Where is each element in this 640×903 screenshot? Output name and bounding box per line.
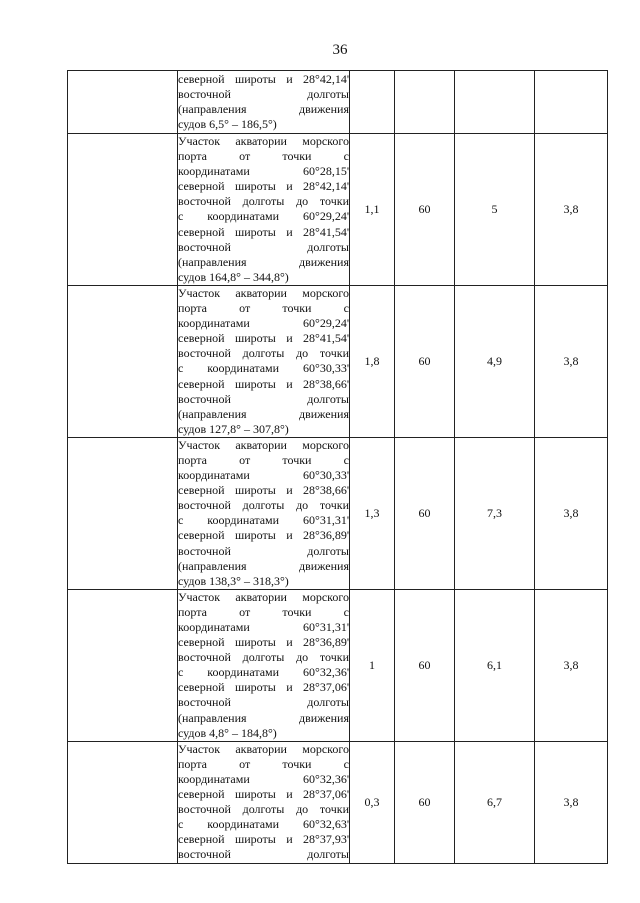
width-cell: 4,9 (455, 285, 535, 437)
description-cell (178, 741, 350, 863)
depth-cell: 3,8 (535, 134, 608, 286)
speed-cell: 60 (395, 134, 455, 286)
description-line: координатами 60°31,31' (178, 620, 349, 634)
table-row (68, 285, 608, 437)
description-line: судов 6,5° – 186,5°) (178, 117, 277, 132)
length-cell: 1 (350, 589, 395, 741)
length-cell: 1,8 (350, 285, 395, 437)
description-cell (178, 589, 350, 741)
depth-cell: 3,8 (535, 285, 608, 437)
speed-cell: 60 (395, 589, 455, 741)
description-line: координатами 60°28,15' (178, 164, 349, 179)
width-cell (455, 71, 535, 134)
description-line: судов 127,8° – 307,8°) (178, 421, 289, 436)
description-line: восточной долготы до точки (178, 498, 349, 513)
description-line: порта от точки с (178, 756, 349, 771)
blank-cell (68, 741, 178, 863)
description-line: (направления движения (178, 558, 349, 573)
description-line: судов 164,8° – 344,8°) (178, 269, 289, 284)
width-cell: 7,3 (455, 437, 535, 589)
table-row (68, 134, 608, 286)
description-line: северной широты и 28°36,89' (178, 635, 349, 650)
description-line: (направления движения (178, 254, 349, 269)
depth-cell (535, 71, 608, 134)
width-cell: 6,1 (455, 589, 535, 741)
table-body (68, 71, 608, 864)
description-line: Участок акватории морского (178, 134, 349, 148)
table-row (68, 741, 608, 863)
table-row (68, 437, 608, 589)
description-line: восточной долготы (178, 391, 349, 406)
description-line: (направления движения (178, 102, 349, 116)
description-line: судов 138,3° – 318,3°) (178, 573, 289, 588)
description-line: порта от точки с (178, 604, 349, 619)
description-line: с координатами 60°32,63' (178, 817, 349, 832)
blank-cell (68, 437, 178, 589)
description-cell (178, 71, 350, 134)
description-line: порта от точки с (178, 149, 349, 164)
depth-cell: 3,8 (535, 437, 608, 589)
description-line: порта от точки с (178, 452, 349, 467)
description-cell (178, 134, 350, 286)
description-line: северной широты и 28°42,14' (178, 179, 349, 194)
description-line: северной широты и 28°37,06' (178, 680, 349, 695)
blank-cell (68, 134, 178, 286)
description-line: восточной долготы до точки (178, 194, 349, 209)
width-cell: 6,7 (455, 741, 535, 863)
depth-cell: 3,8 (535, 741, 608, 863)
description-line: восточной долготы (178, 239, 349, 254)
length-cell: 1,1 (350, 134, 395, 286)
description-line: координатами 60°30,33' (178, 468, 349, 483)
description-line: северной широты и 28°42,14' (178, 71, 349, 86)
description-line: координатами 60°32,36' (178, 771, 349, 786)
length-cell: 0,3 (350, 741, 395, 863)
description-line: (направления движения (178, 406, 349, 421)
description-cell (178, 437, 350, 589)
speed-cell (395, 71, 455, 134)
blank-cell (68, 285, 178, 437)
speed-cell: 60 (395, 741, 455, 863)
description-line: северной широты и 28°36,89' (178, 528, 349, 543)
description-line: порта от точки с (178, 301, 349, 316)
description-line: Участок акватории морского (178, 589, 349, 604)
description-line: восточной долготы (178, 86, 349, 101)
table-row (68, 589, 608, 741)
length-cell: 1,3 (350, 437, 395, 589)
speed-cell: 60 (395, 285, 455, 437)
width-cell: 5 (455, 134, 535, 286)
description-line: восточной долготы (178, 847, 349, 862)
description-line: судов 4,8° – 184,8°) (178, 725, 277, 740)
description-line: северной широты и 28°41,54' (178, 331, 349, 346)
description-line: восточной долготы до точки (178, 650, 349, 665)
depth-cell: 3,8 (535, 589, 608, 741)
description-line: северной широты и 28°41,54' (178, 224, 349, 239)
description-line: с координатами 60°31,31' (178, 513, 349, 528)
data-table (67, 70, 608, 864)
description-line: с координатами 60°29,24' (178, 209, 349, 224)
description-line: Участок акватории морского (178, 741, 349, 756)
description-line: Участок акватории морского (178, 437, 349, 452)
description-line: северной широты и 28°38,66' (178, 483, 349, 498)
description-line: с координатами 60°30,33' (178, 361, 349, 376)
description-line: (направления движения (178, 710, 349, 725)
speed-cell: 60 (395, 437, 455, 589)
table-row (68, 71, 608, 134)
description-line: восточной долготы (178, 543, 349, 558)
description-line: северной широты и 28°37,93' (178, 832, 349, 847)
description-line: северной широты и 28°38,66' (178, 376, 349, 391)
blank-cell (68, 71, 178, 134)
length-cell (350, 71, 395, 134)
blank-cell (68, 589, 178, 741)
page-number: 36 (332, 42, 348, 58)
description-cell (178, 285, 350, 437)
description-line: восточной долготы до точки (178, 802, 349, 817)
description-line: восточной долготы (178, 695, 349, 710)
description-line: с координатами 60°32,36' (178, 665, 349, 680)
description-line: восточной долготы до точки (178, 346, 349, 361)
description-line: координатами 60°29,24' (178, 316, 349, 331)
description-line: Участок акватории морского (178, 285, 349, 300)
description-line: северной широты и 28°37,06' (178, 787, 349, 802)
